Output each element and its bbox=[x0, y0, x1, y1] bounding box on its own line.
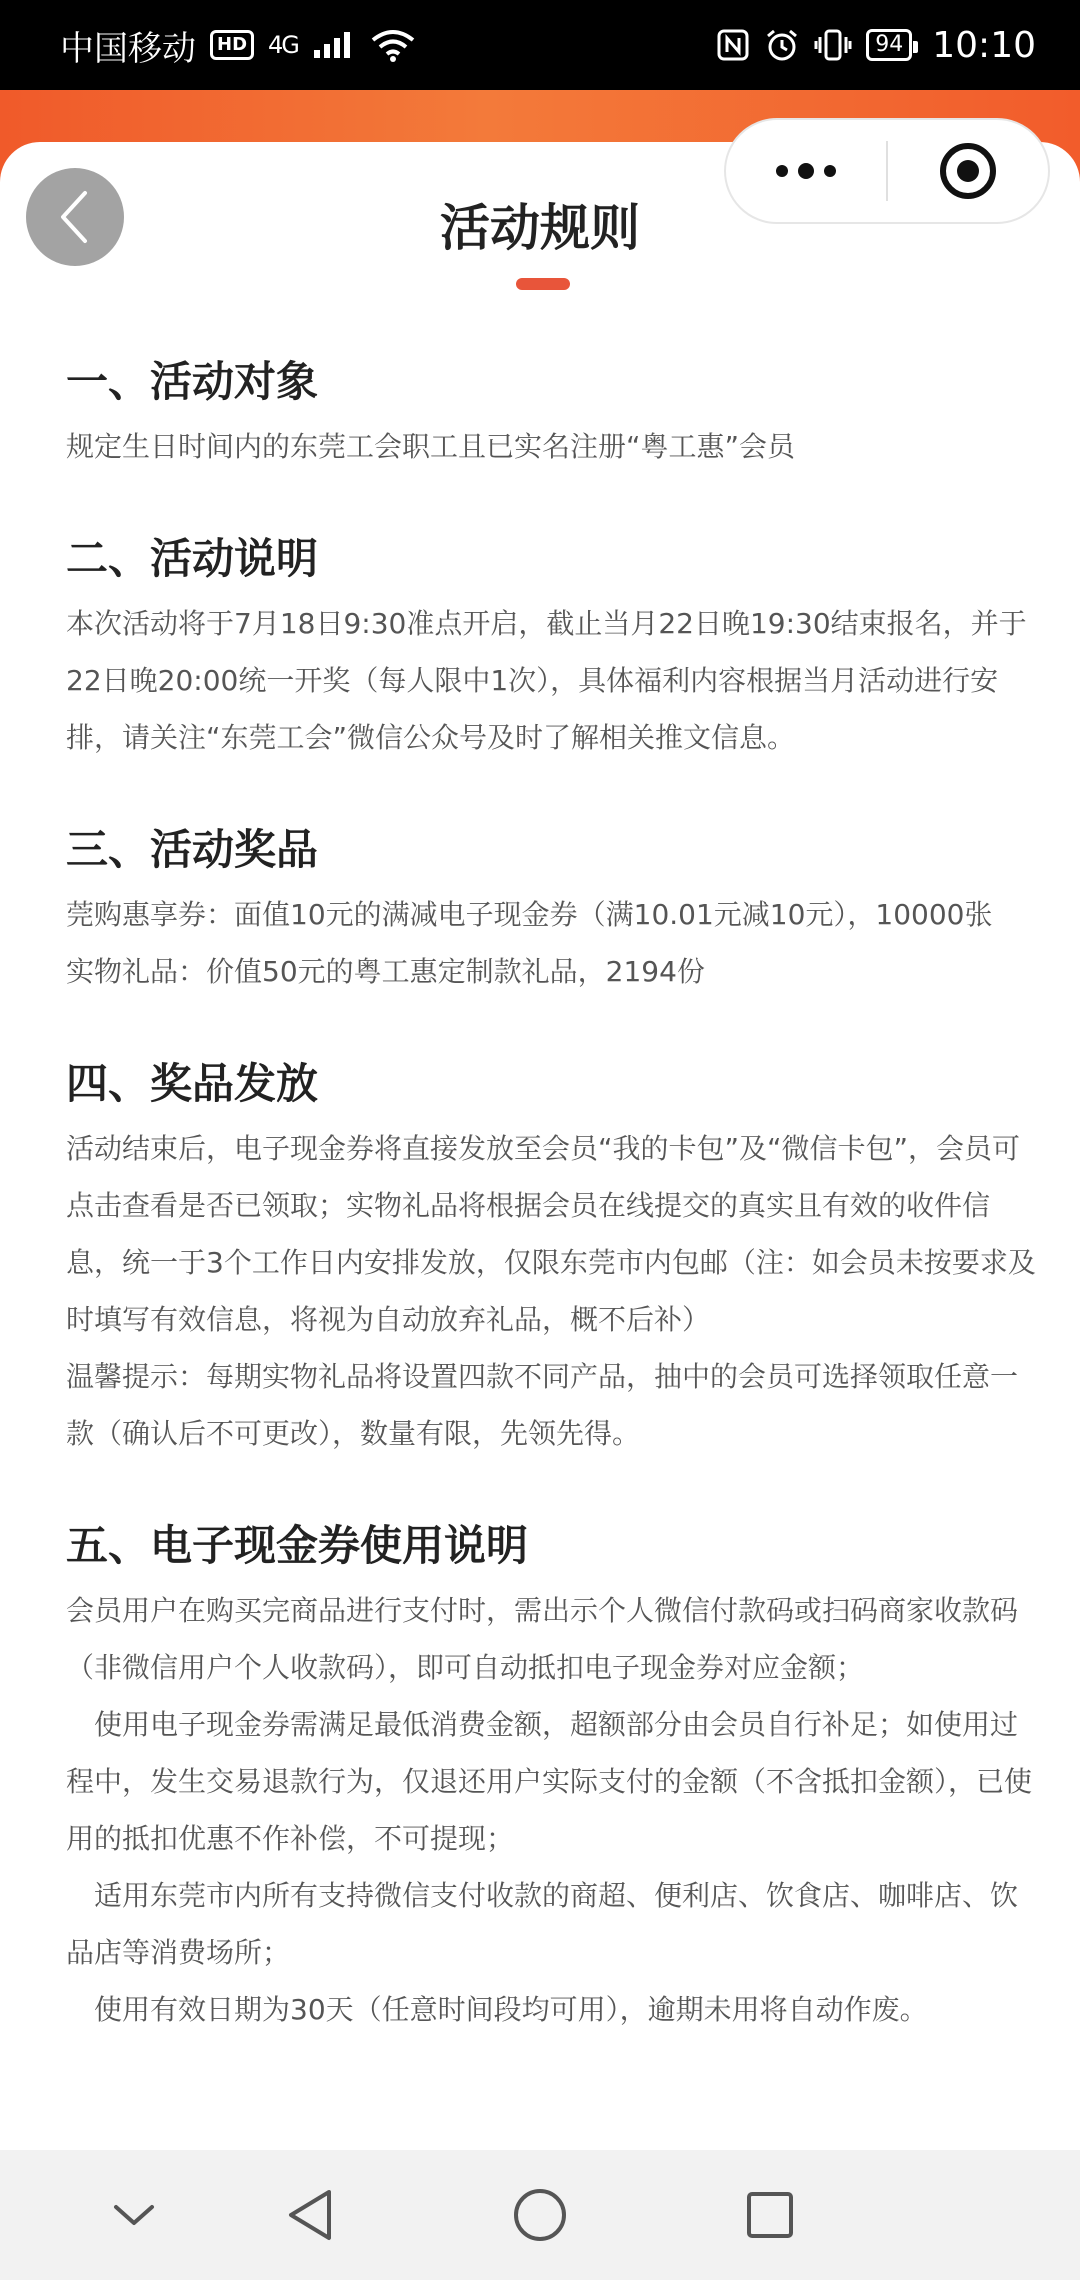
section-description bbox=[66, 527, 1036, 766]
section-paragraph: 适用东莞市内所有支持微信支付收款的商超、便利店、饮食店、咖啡店、饮品店等消费场所； bbox=[66, 1879, 1019, 1969]
hd-badge: HD bbox=[210, 30, 254, 60]
section-distribution bbox=[66, 1052, 1036, 1462]
nav-home-button[interactable] bbox=[510, 2185, 570, 2245]
network-label: 4G bbox=[268, 31, 298, 59]
vibrate-icon bbox=[814, 28, 852, 62]
nav-hide-button[interactable] bbox=[104, 2185, 164, 2245]
triangle-back-icon bbox=[285, 2188, 335, 2242]
rules-content bbox=[66, 350, 1036, 2090]
system-nav-bar bbox=[0, 2150, 1080, 2280]
section-coupon-usage bbox=[66, 1514, 1036, 2038]
square-recent-icon bbox=[745, 2190, 795, 2240]
section-title: 二、活动说明 bbox=[66, 534, 319, 583]
section-paragraph: 温馨提示：每期实物礼品将设置四款不同产品，抽中的会员可选择领取任意一款（确认后不可更改），数量有限，先领先得。 bbox=[66, 1360, 1019, 1450]
nav-recent-button[interactable] bbox=[740, 2185, 800, 2245]
section-prizes bbox=[66, 818, 1036, 1000]
section-paragraph: 莞购惠享券：面值10元的满减电子现金券（满10.01元减10元），10000张 bbox=[66, 898, 993, 931]
wifi-icon bbox=[370, 28, 416, 62]
signal-icon bbox=[312, 30, 356, 60]
battery-indicator: 94 bbox=[866, 29, 912, 61]
section-paragraph: 使用有效日期为30天（任意时间段均可用），逾期未用将自动作废。 bbox=[94, 1993, 928, 2026]
section-paragraph: 会员用户在购买完商品进行支付时，需出示个人微信付款码或扫码商家收款码（非微信用户个人收款码），即可自动抵扣电子现金券对应金额； bbox=[66, 1594, 1019, 1684]
chevron-down-icon bbox=[112, 2201, 156, 2229]
section-title: 一、活动对象 bbox=[66, 357, 319, 406]
more-dots-icon bbox=[776, 163, 836, 179]
section-title: 三、活动奖品 bbox=[66, 825, 319, 874]
status-bar bbox=[0, 0, 1080, 90]
title-underline bbox=[516, 278, 570, 290]
section-target bbox=[66, 350, 1036, 475]
section-paragraph: 活动结束后，电子现金券将直接发放至会员“我的卡包”及“微信卡包”，会员可点击查看是否已领取；实物礼品将根据会员在线提交的真实且有效的收件信息，统一于3个工作日内安排发放，仅限东莞市内包邮（注：如会员未按要求及时填写有效信息，将视为自动放弃礼品，概不后补） bbox=[66, 1132, 1036, 1336]
section-paragraph: 规定生日时间内的东莞工会职工且已实名注册“粤工惠”会员 bbox=[66, 430, 796, 463]
section-paragraph: 使用电子现金券需满足最低消费金额，超额部分由会员自行补足；如使用过程中，发生交易退款行为，仅退还用户实际支付的金额（不含抵扣金额），已使用的抵扣优惠不作补偿，不可提现； bbox=[66, 1708, 1033, 1855]
section-title: 五、电子现金券使用说明 bbox=[66, 1521, 529, 1570]
section-title: 四、奖品发放 bbox=[66, 1059, 319, 1108]
alarm-icon bbox=[764, 27, 800, 63]
nav-back-button[interactable] bbox=[280, 2185, 340, 2245]
carrier-label: 中国移动 bbox=[60, 28, 196, 69]
section-paragraph: 实物礼品：价值50元的粤工惠定制款礼品，2194份 bbox=[66, 955, 705, 988]
section-paragraph: 本次活动将于7月18日9:30准点开启，截止当月22日晚19:30结束报名，并于22日晚20:00统一开奖（每人限中1次），具体福利内容根据当月活动进行安排，请关注“东莞工会”微信公众号及时了解相关推文信息。 bbox=[66, 607, 1027, 754]
clock: 10:10 bbox=[932, 24, 1036, 66]
circle-home-icon bbox=[512, 2187, 568, 2243]
page-title: 活动规则 bbox=[440, 199, 640, 257]
nfc-icon bbox=[716, 28, 750, 62]
